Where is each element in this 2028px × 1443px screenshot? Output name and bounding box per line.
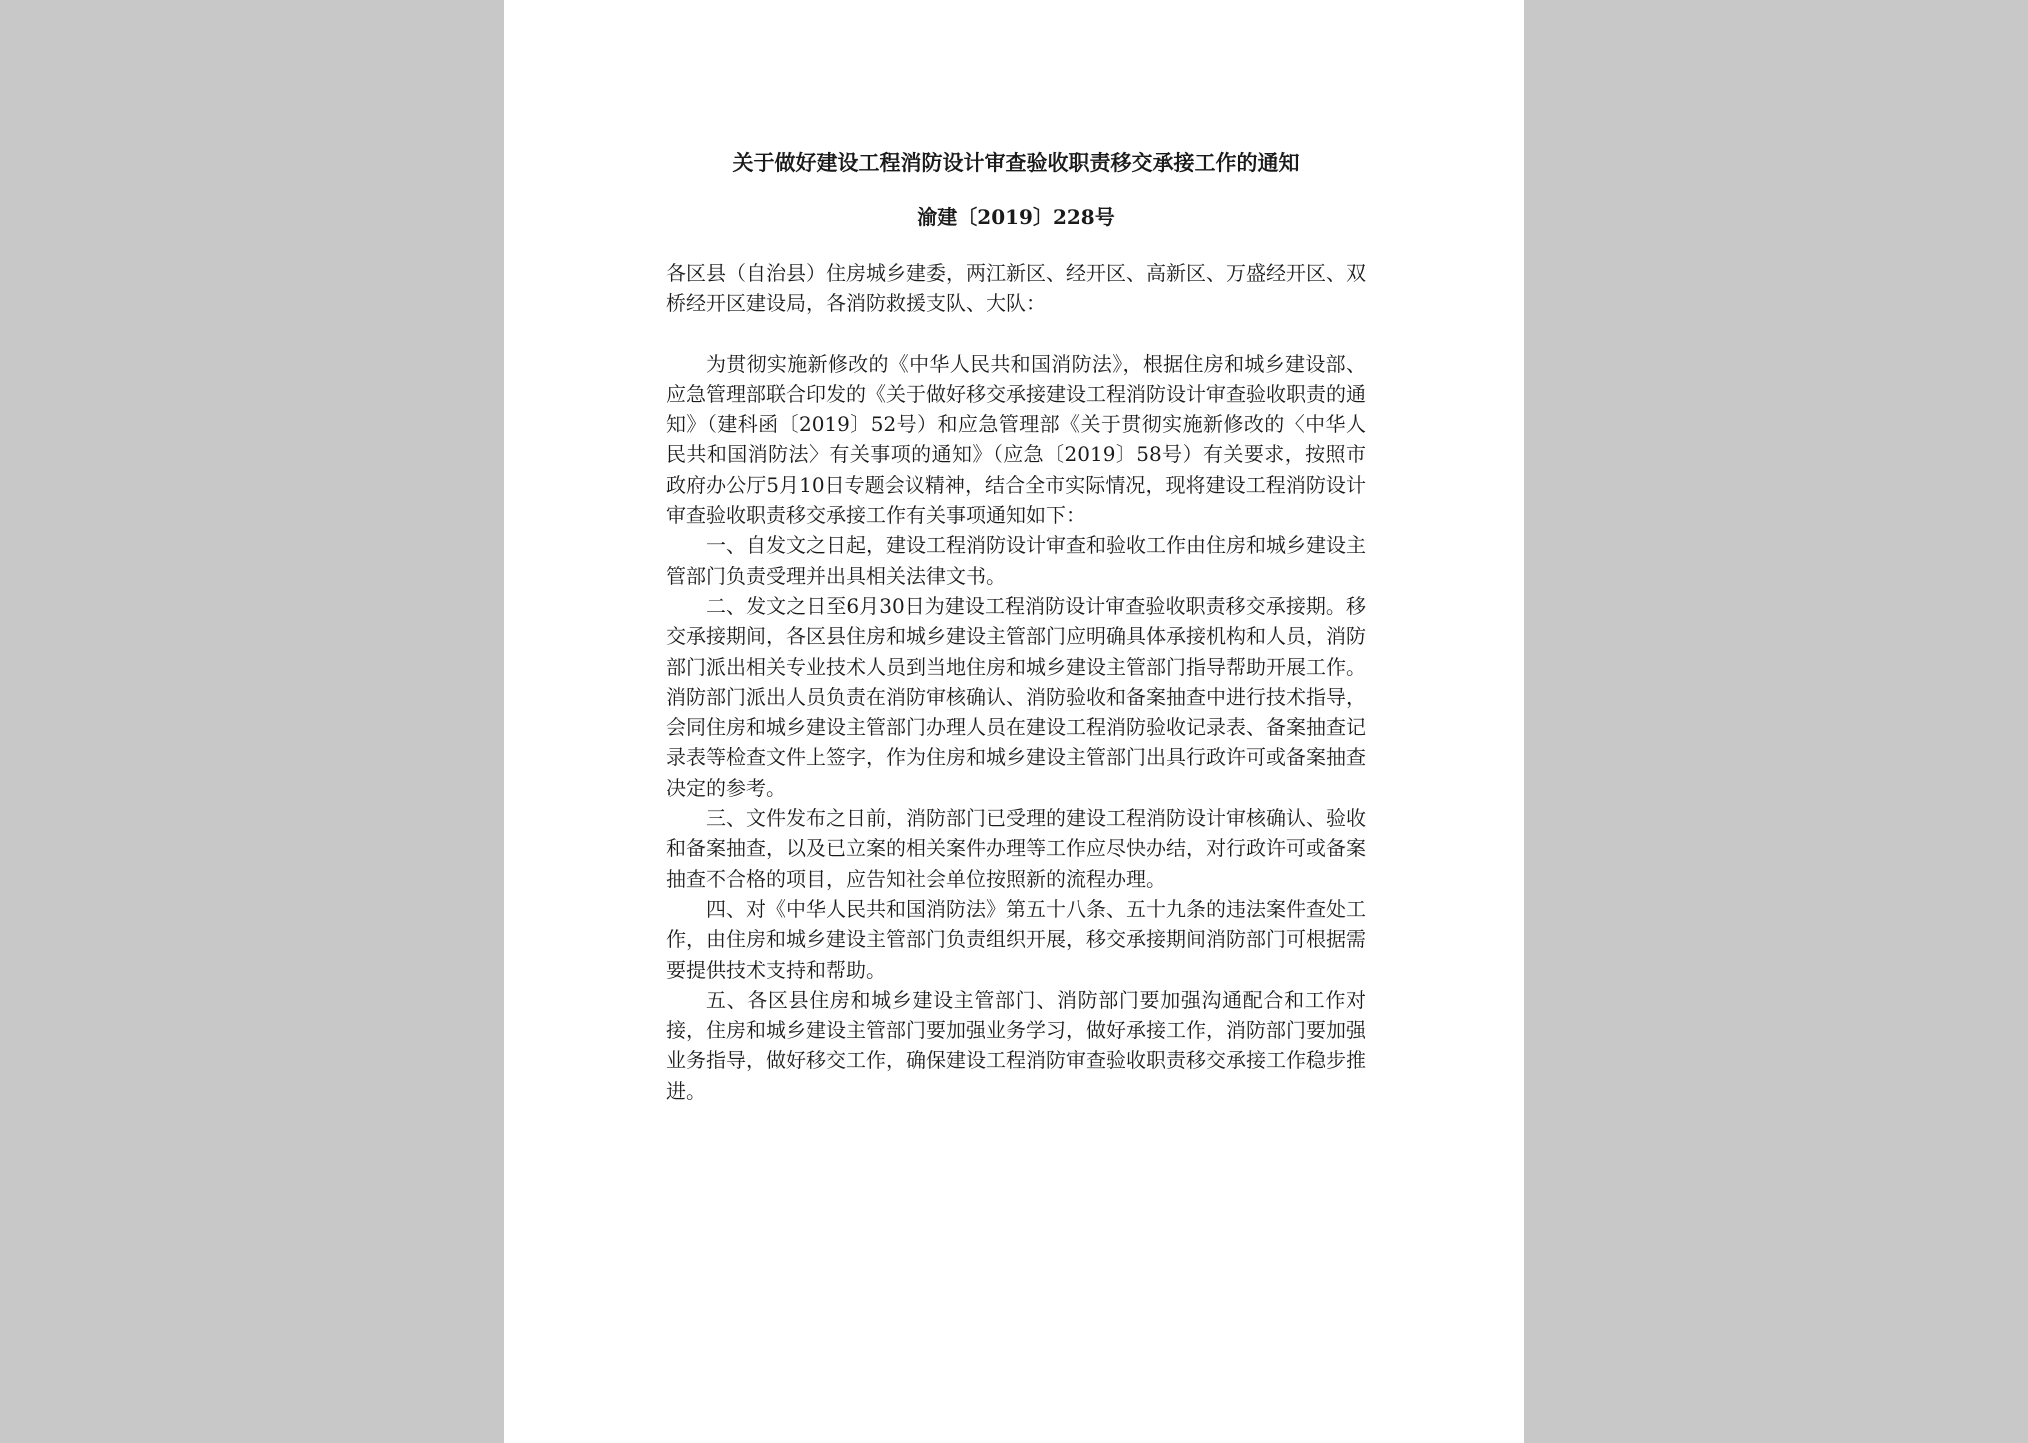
paragraph-spacer	[666, 319, 1366, 349]
paragraph-item-4: 四、对《中华人民共和国消防法》第五十八条、五十九条的违法案件查处工作，由住房和城乡建设主管部门负责组织开展，移交承接期间消防部门可根据需要提供技术支持和帮助。	[666, 896, 1366, 982]
document-number: 渝建〔2019〕228号	[917, 205, 1115, 229]
paragraph-item-2: 二、发文之日至6月30日为建设工程消防设计审查验收职责移交承接期。移交承接期间，各区县住房和城乡建设主管部门应明确具体承接机构和人员，消防部门派出相关专业技术人员到当地住房和城乡建设主管部门指导帮助开展工作。消防部门派出人员负责在消防审核确认、消防验收和备案抽查中进行技术指导，会同住房和城乡建设主管部门办理人员在建设工程消防验收记录表、备案抽查记录表等检查文件上签字，作为住房和城乡建设主管部门出具行政许可或备案抽查决定的参考。	[666, 593, 1366, 800]
salutation: 各区县（自治县）住房城乡建委，两江新区、经开区、高新区、万盛经开区、双桥经开区建设局，各消防救援支队、大队：	[666, 261, 1366, 316]
paragraph-item-3: 三、文件发布之日前，消防部门已受理的建设工程消防设计审核确认、验收和备案抽查，以及已立案的相关案件办理等工作应尽快办结，对行政许可或备案抽查不合格的项目，应告知社会单位按照新的流程办理。	[666, 806, 1366, 891]
document-title: 关于做好建设工程消防设计审查验收职责移交承接工作的通知	[732, 150, 1300, 175]
document-body	[666, 146, 1366, 1106]
paragraph-intro: 为贯彻实施新修改的《中华人民共和国消防法》，根据住房和城乡建设部、应急管理部联合印发的《关于做好移交承接建设工程消防设计审查验收职责的通知》（建科函〔2019〕52号）和应急管理部《关于贯彻实施新修改的〈中华人民共和国消防法〉有关事项的通知》（应急〔2019〕58号）有关要求，按照市政府办公厅5月10日专题会议精神，结合全市实际情况，现将建设工程消防设计审查验收职责移交承接工作有关事项通知如下：	[666, 351, 1366, 528]
paragraph-item-5: 五、各区县住房和城乡建设主管部门、消防部门要加强沟通配合和工作对接，住房和城乡建设主管部门要加强业务学习，做好承接工作，消防部门要加强业务指导，做好移交工作，确保建设工程消防审查验收职责移交承接工作稳步推进。	[666, 987, 1366, 1103]
document-page	[504, 0, 1524, 1443]
paragraph-item-1: 一、自发文之日起，建设工程消防设计审查和验收工作由住房和城乡建设主管部门负责受理并出具相关法律文书。	[666, 533, 1366, 588]
